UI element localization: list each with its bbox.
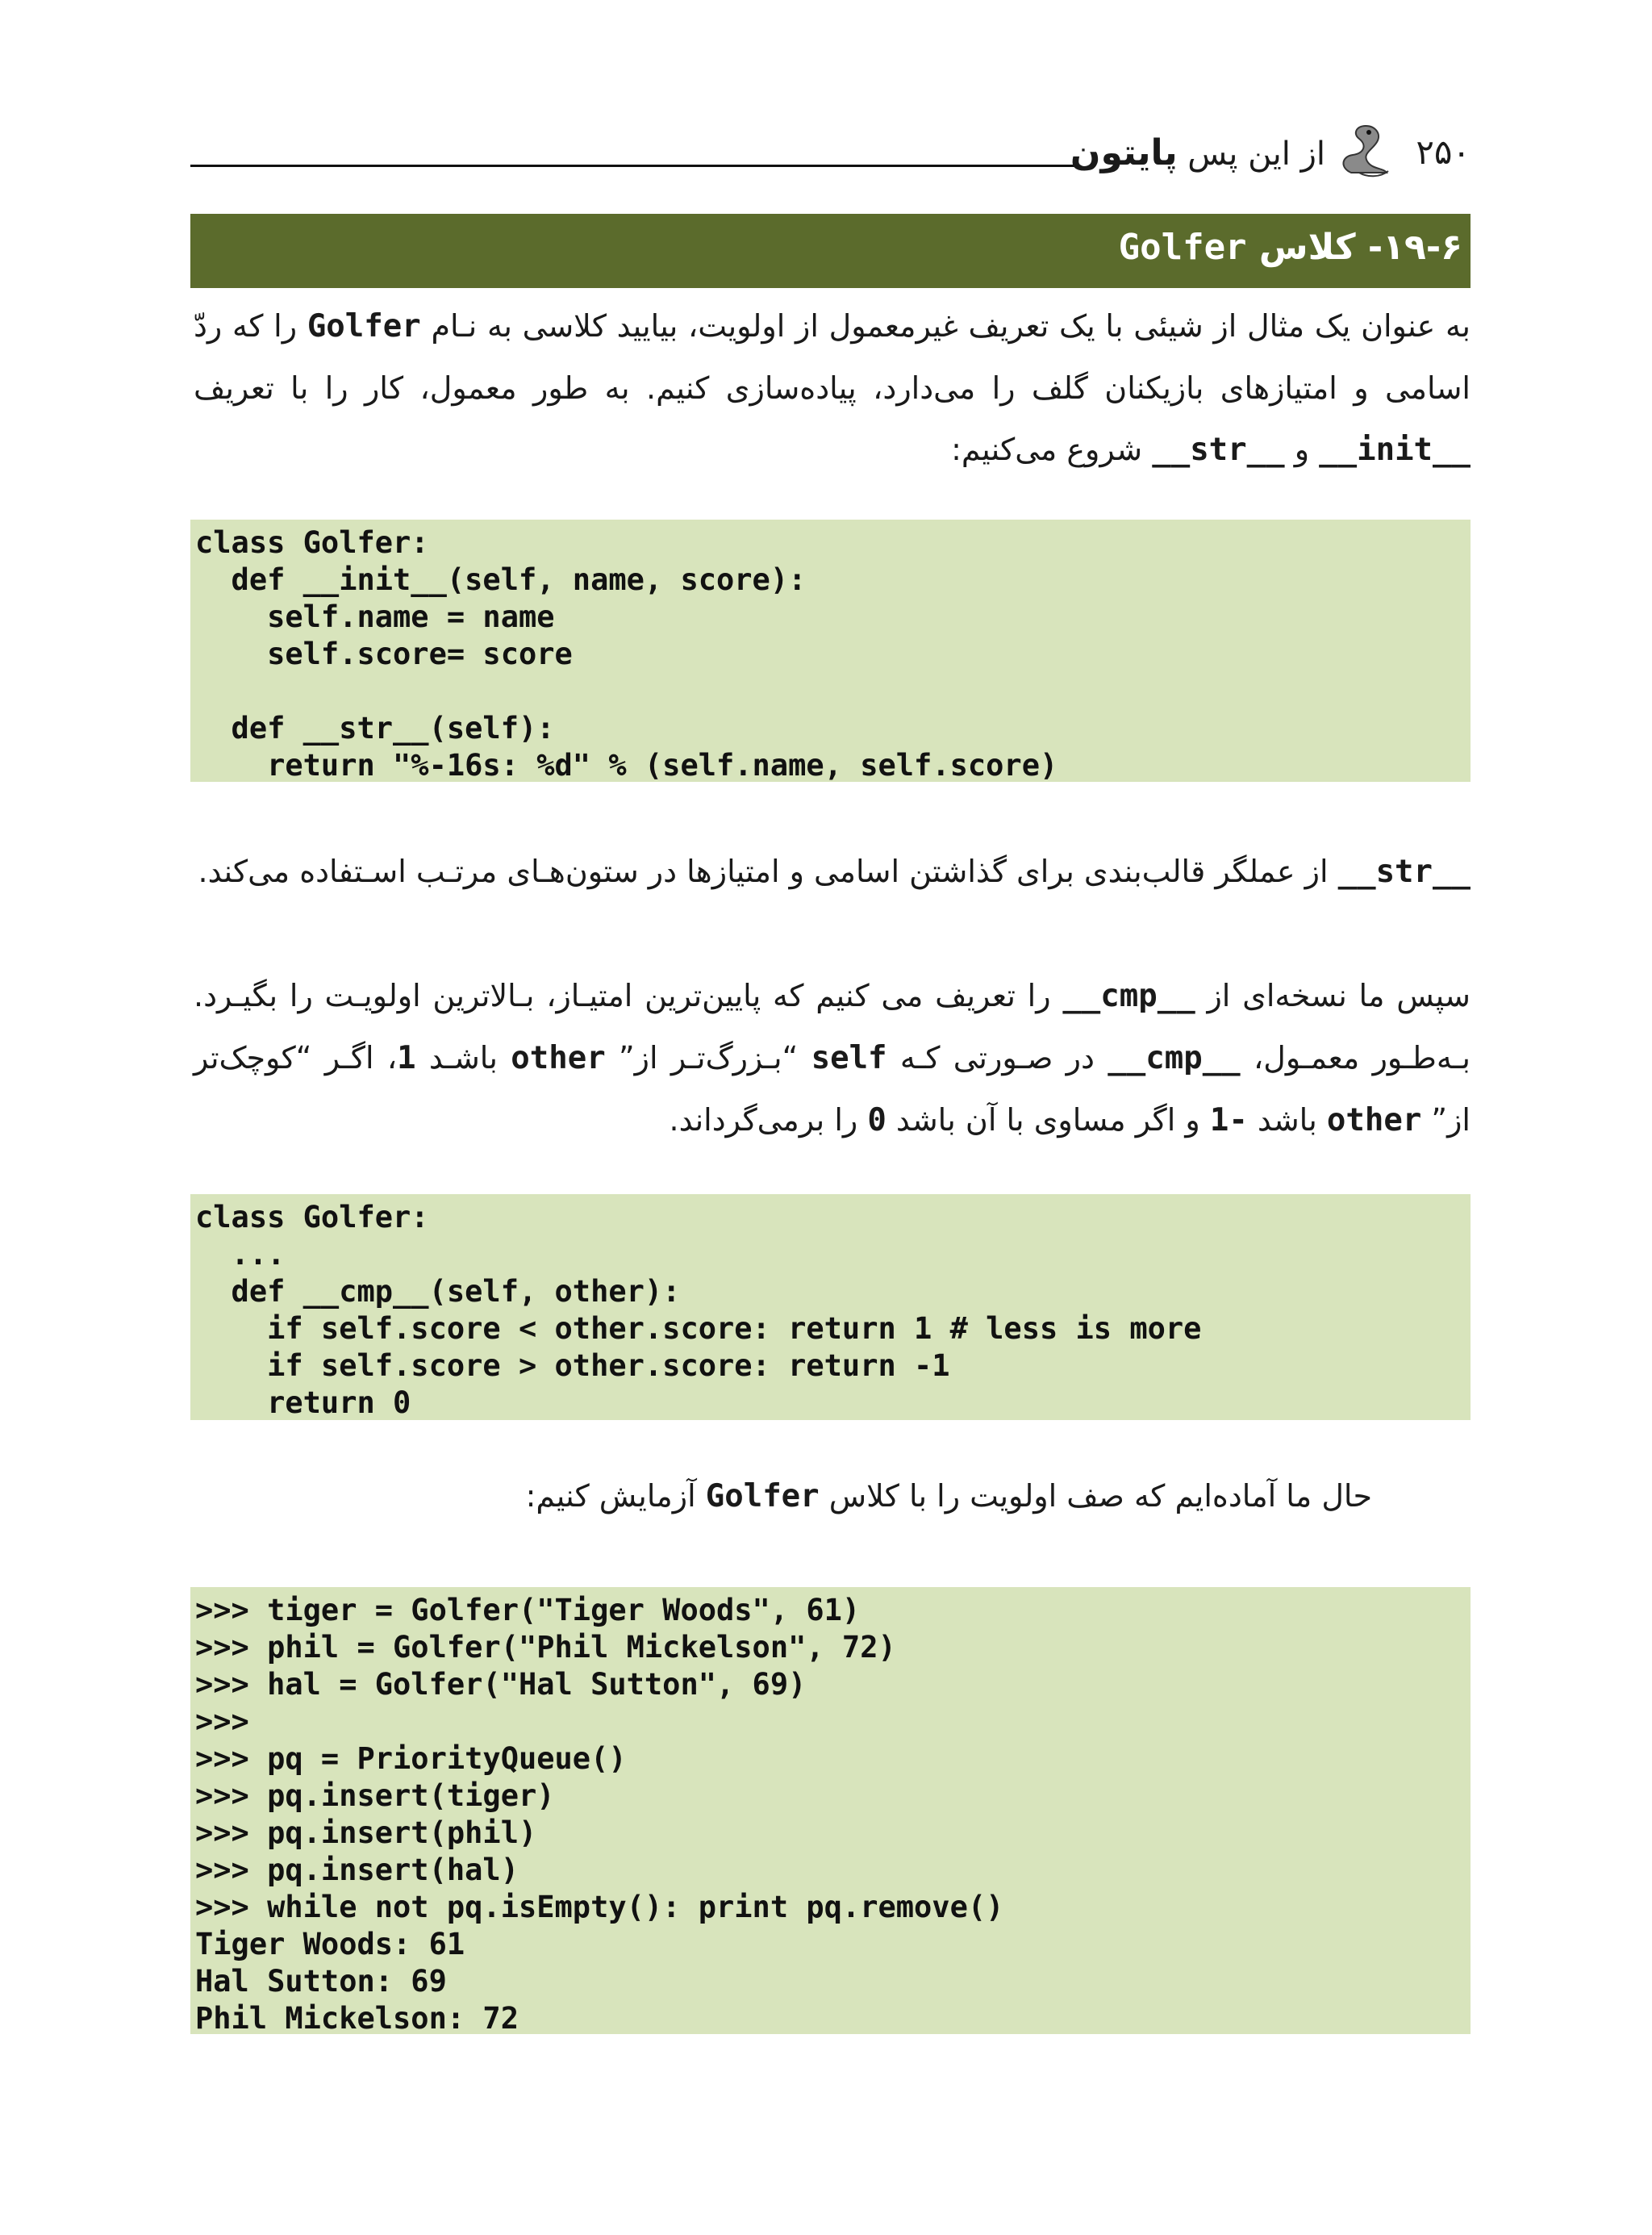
code-line: if self.score > other.score: return -1 xyxy=(195,1348,950,1383)
book-title-brand: پایتون xyxy=(1070,132,1178,173)
text-run: و xyxy=(1284,432,1320,467)
page-number: ۲۵۰ xyxy=(1416,132,1471,172)
code-term: 0 xyxy=(867,1102,886,1138)
snake-logo-icon xyxy=(1335,121,1393,179)
code-line: def __str__(self): xyxy=(195,711,555,746)
code-term: __cmp__ xyxy=(1062,978,1195,1014)
book-title-prefix: از این پس xyxy=(1177,136,1325,173)
code-term: 1 xyxy=(397,1040,416,1076)
code-line: >>> tiger = Golfer("Tiger Woods", 61) xyxy=(195,1593,861,1627)
code-term: __cmp__ xyxy=(1108,1040,1241,1076)
text-run: حال ما آماده‌ایم که صف اولویت را با کلاس xyxy=(819,1478,1372,1514)
code-line: >>> pq.insert(hal) xyxy=(195,1853,519,1887)
text-run: باشد xyxy=(1247,1102,1327,1138)
code-line: >>> while not pq.isEmpty(): print pq.remove() xyxy=(195,1890,1004,1924)
code-term: __str__ xyxy=(1337,854,1471,890)
section-heading-banner xyxy=(190,214,1471,288)
code-term: -1 xyxy=(1209,1102,1248,1138)
code-line: >>> hal = Golfer("Hal Sutton", 69) xyxy=(195,1667,807,1702)
code-line: Tiger Woods: 61 xyxy=(195,1927,465,1961)
str-explanation-paragraph xyxy=(194,841,1471,903)
code-line: >>> xyxy=(195,1704,249,1739)
running-header xyxy=(190,121,1471,186)
text-run: شروع می‌کنیم: xyxy=(951,432,1153,467)
code-block-class-definition xyxy=(190,520,1471,782)
code-term: Golfer xyxy=(705,1478,820,1514)
code-term: Golfer xyxy=(307,308,421,345)
code-term: self xyxy=(811,1040,887,1076)
code-line: self.score= score xyxy=(195,637,573,671)
code-block-cmp-method xyxy=(190,1194,1471,1420)
code-line: return "%-16s: %d" % (self.name, self.score) xyxy=(195,748,1058,783)
code-term: __init__ xyxy=(1319,432,1471,468)
text-run: را تعریف می کنیم که پایین‌ترین امتیـاز، بـالاترین اولویـت را بگیـرد. بـه‌طـور معمـول، xyxy=(194,978,1471,1076)
code-block-interactive-session xyxy=(190,1587,1471,2034)
header-rule xyxy=(190,165,1078,167)
text-run: و اگر مساوی با آن باشد xyxy=(886,1102,1210,1138)
code-term: __str__ xyxy=(1152,432,1285,468)
code-line: class Golfer: xyxy=(195,525,429,560)
code-line: def __cmp__(self, other): xyxy=(195,1274,681,1309)
code-line: >>> pq = PriorityQueue() xyxy=(195,1741,627,1776)
code-term: other xyxy=(511,1040,606,1076)
code-line: Phil Mickelson: 72 xyxy=(195,2001,519,2036)
code-term: other xyxy=(1326,1102,1422,1138)
text-run: را که ردّ اسامی و امتیازهای بازیکنان گلف را می‌دارد، پیاده‌سازی کنیم. به طور معمول، کار را با تعریف xyxy=(194,308,1471,406)
text-run: را برمی‌گرداند. xyxy=(669,1102,868,1138)
section-class-name: Golfer xyxy=(1118,227,1247,268)
section-number: ۱۹-۶- کلاس xyxy=(1246,227,1462,268)
text-run: باشـد xyxy=(415,1040,511,1076)
code-line: >>> pq.insert(phil) xyxy=(195,1815,537,1850)
code-line xyxy=(195,673,1471,710)
text-run: ، اگـر “کوچک‌تر از” xyxy=(194,1040,1471,1138)
text-run: از عملگر قالب‌بندی برای گذاشتن اسامی و امتیازها در ستون‌هـای مرتـب اسـتفاده می‌کند. xyxy=(198,854,1338,889)
code-line: Hal Sutton: 69 xyxy=(195,1964,447,1999)
code-line: if self.score < other.score: return 1 # less is more xyxy=(195,1311,1202,1346)
book-title xyxy=(1070,132,1325,173)
code-line: ... xyxy=(195,1237,286,1272)
code-line: >>> phil = Golfer("Phil Mickelson", 72) xyxy=(195,1630,896,1665)
code-line: self.name = name xyxy=(195,599,555,634)
code-line: >>> pq.insert(tiger) xyxy=(195,1778,555,1813)
code-line: def __init__(self, name, score): xyxy=(195,562,807,597)
test-intro-paragraph xyxy=(194,1465,1471,1527)
text-run: به عنوان یک مثال از شیئی با یک تعریف غیرمعمول از اولویت، بیایید کلاسی به نـام xyxy=(420,308,1471,344)
text-run: سپس ما نسخه‌ای از xyxy=(1195,978,1471,1013)
text-run: “بـزرگ‌تـر از” xyxy=(605,1040,811,1076)
text-run: در صـورتی کـه xyxy=(886,1040,1108,1076)
section-heading xyxy=(1119,227,1462,268)
code-line: return 0 xyxy=(195,1385,411,1420)
code-line: class Golfer: xyxy=(195,1200,429,1234)
intro-paragraph xyxy=(194,295,1471,481)
cmp-explanation-paragraph xyxy=(194,965,1471,1151)
text-run: آزمایش کنیم: xyxy=(525,1478,706,1514)
